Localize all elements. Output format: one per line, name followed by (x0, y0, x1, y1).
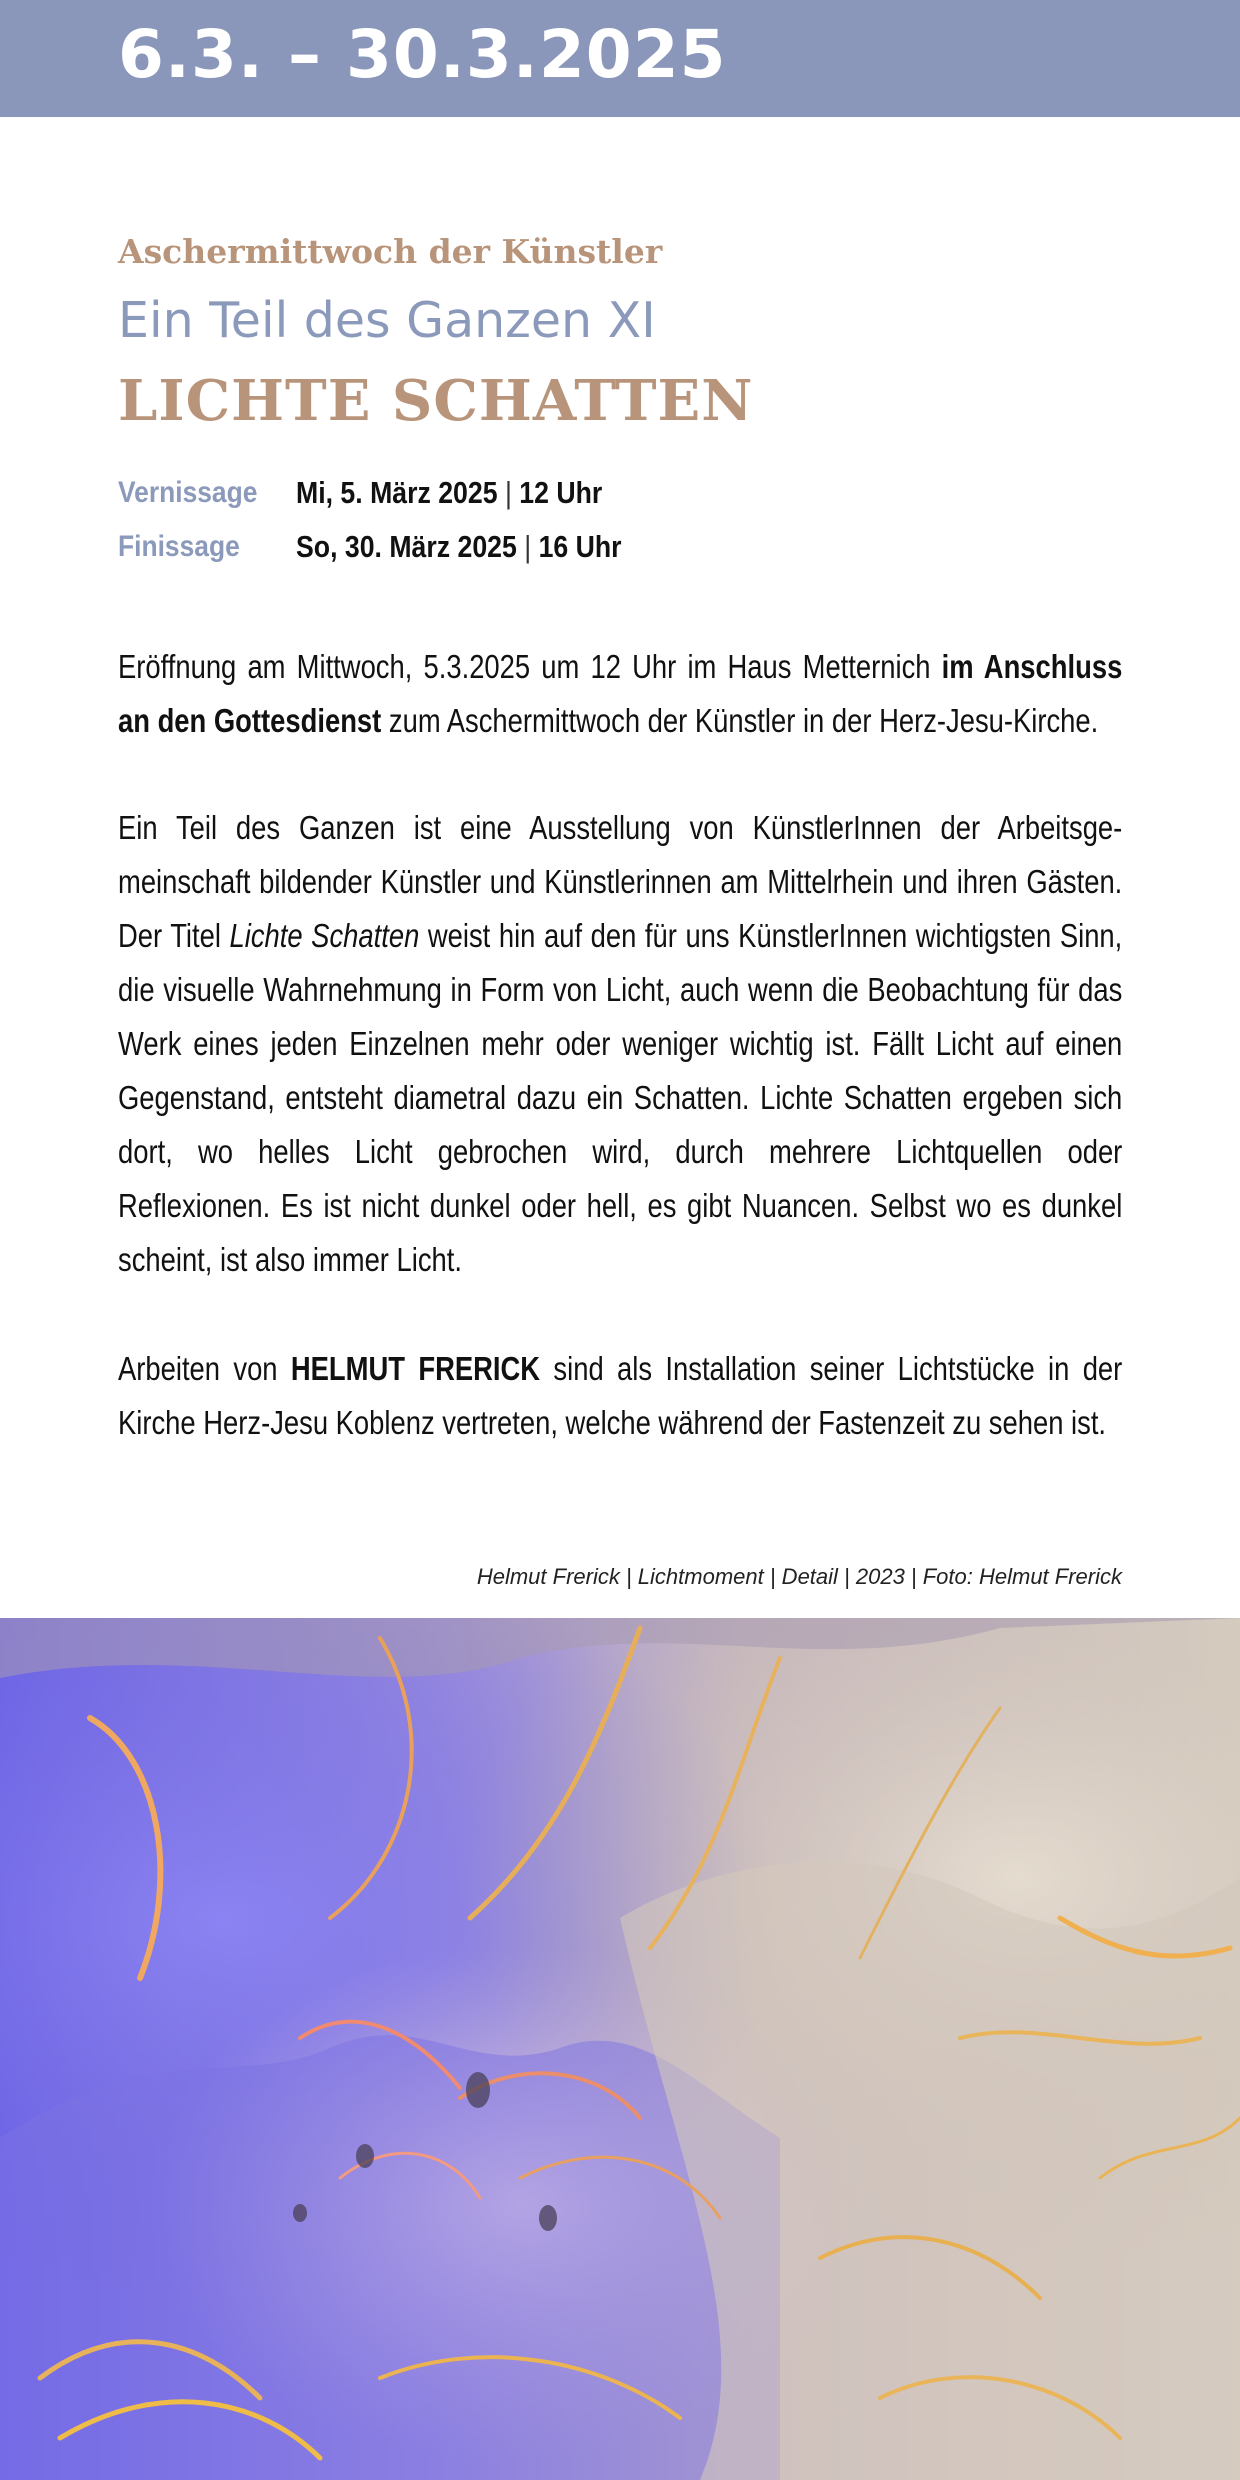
event-kicker: Aschermittwoch der Künstler (118, 232, 663, 271)
description-paragraph (118, 801, 1122, 1287)
description-title-italic: Lichte Schatten (229, 917, 420, 954)
description-text: Ein Teil des Ganzen ist eine Ausstellung von KünstlerInnen der Arbeitsgemeinschaft bildender Künstler und Künstlerinnen am Mittelrhein und ihren Gästen. Der Titel (118, 809, 1123, 954)
date-label: Vernissage (118, 476, 258, 509)
date-separator: | (504, 475, 512, 510)
photo-caption: Helmut Frerick | Lichtmoment | Detail | 2023 | Foto: Helmut Frerick (476, 1564, 1122, 1589)
exhibition-title: LICHTE SCHATTEN (118, 368, 754, 434)
date-time: 16 Uhr (538, 529, 622, 564)
description-text-end: weist hin auf den für uns KünstlerInnen wichtigsten Sinn, die visuelle Wahrnehmung in Form von Licht, auch wenn die Beobachtung für das Werk eines jeden Einzelnen mehr oder weniger wichtig ist. Fällt Licht auf einen Gegenstand, entsteht diametral dazu ein Schatten. Lichte Schatten ergeben sich dort, wo helles Licht gebrochen wird, durch mehrere Lichtquellen oder Reflexionen. Es ist nicht dunkel oder hell, es gibt Nuancen. Selbst wo es dunkel scheint, ist also immer Licht. (118, 917, 1123, 1278)
date-value (296, 529, 622, 565)
artist-name: HELMUT FRERICK (290, 1350, 541, 1387)
date-day: Mi, 5. März 2025 (296, 475, 498, 510)
opening-text: Eröffnung am Mittwoch, 5.3.2025 um 12 Uhr im Haus Metternich (118, 648, 942, 685)
series-title: Ein Teil des Ganzen XI (118, 292, 656, 349)
opening-emphasis: im Anschluss an den Gottesdienst (118, 648, 1123, 739)
date-row-vernissage (118, 466, 675, 520)
artist-paragraph (118, 1342, 1122, 1450)
date-range-heading: 6.3. – 30.3.2025 (118, 16, 727, 93)
date-row-finissage (118, 520, 675, 574)
artist-text-end: sind als Installation seiner Lichtstücke in der Kirche Herz-Jesu Koblenz vertreten, welche während der Fastenzeit zu sehen ist. (118, 1350, 1123, 1441)
artist-text: Arbeiten von (118, 1350, 291, 1387)
date-value (296, 475, 602, 511)
opening-paragraph (118, 640, 1122, 748)
date-day: So, 30. März 2025 (296, 529, 517, 564)
event-dates (118, 466, 675, 574)
date-separator: | (524, 529, 532, 564)
opening-text-end: zum Aschermittwoch der Künstler in der Herz-Jesu-Kirche. (381, 702, 1099, 739)
artwork-photo (0, 1618, 1240, 2480)
date-time: 12 Uhr (519, 475, 603, 510)
artwork-photo-illustration (0, 1618, 1240, 2480)
date-label: Finissage (118, 530, 240, 563)
header-band (0, 0, 1240, 117)
